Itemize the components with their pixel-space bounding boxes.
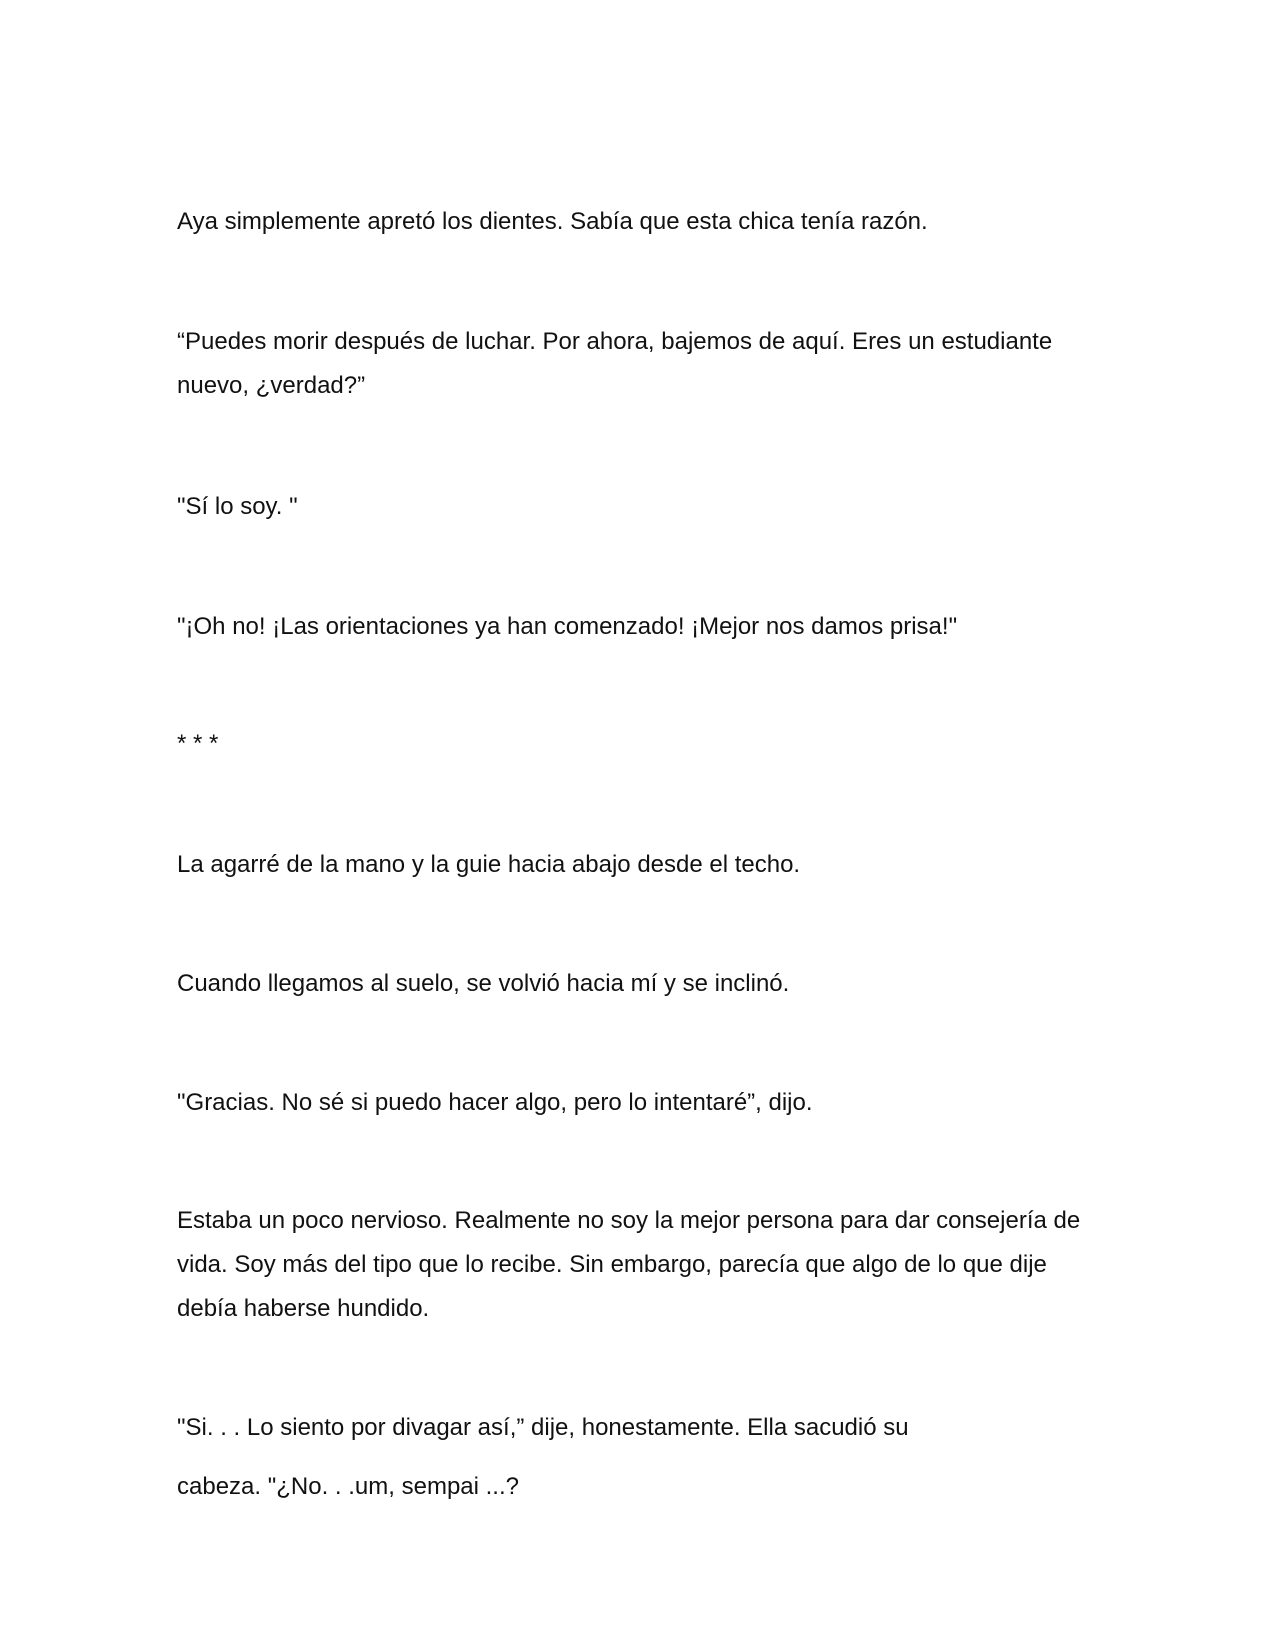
paragraph: Aya simplemente apretó los dientes. Sabía que esta chica tenía razón. — [177, 208, 928, 235]
scene-break: * * * — [177, 730, 219, 757]
paragraph: cabeza. "¿No. . .um, sempai ...? — [177, 1473, 519, 1500]
paragraph: La agarré de la mano y la guie hacia abajo desde el techo. — [177, 851, 801, 878]
paragraph: "Sí lo soy. " — [177, 493, 298, 520]
paragraph: Cuando llegamos al suelo, se volvió hacia mí y se inclinó. — [177, 970, 790, 997]
paragraph: "Gracias. No sé si puedo hacer algo, pero lo intentaré”, dijo. — [177, 1089, 813, 1116]
paragraph: Estaba un poco nervioso. Realmente no soy la mejor persona para dar consejería de vida. Soy más del tipo que lo recibe. Sin embargo, parecía que algo de lo que dije debía haberse hundido. — [177, 1207, 1087, 1322]
paragraph: "¡Oh no! ¡Las orientaciones ya han comenzado! ¡Mejor nos damos prisa!" — [177, 613, 958, 640]
paragraph: “Puedes morir después de luchar. Por ahora, bajemos de aquí. Eres un estudiante nuevo, ¿verdad?” — [177, 328, 1059, 399]
paragraph: "Si. . . Lo siento por divagar así,” dije, honestamente. Ella sacudió su — [177, 1414, 909, 1441]
